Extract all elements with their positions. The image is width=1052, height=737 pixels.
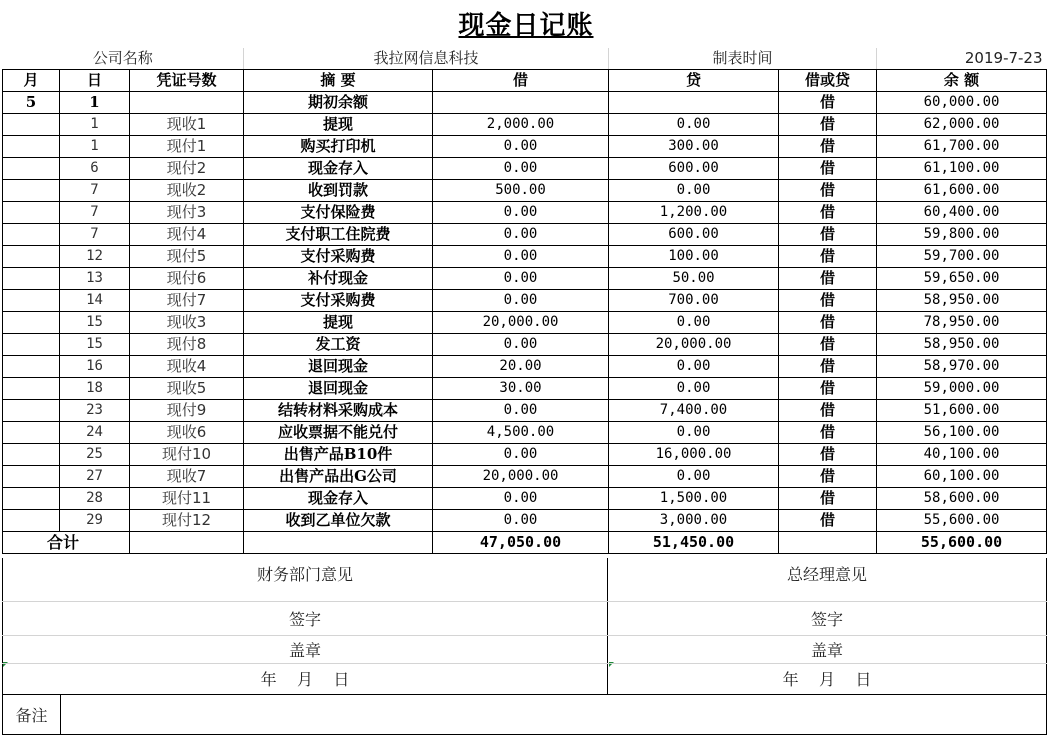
entry-voucher: 现付7 xyxy=(130,290,244,312)
header-row xyxy=(3,70,1047,92)
entry-balance: 59,000.00 xyxy=(877,378,1047,400)
entry-credit: 0.00 xyxy=(609,466,779,488)
entry-month xyxy=(3,334,60,356)
entry-balance: 51,600.00 xyxy=(877,400,1047,422)
entry-debit: 20,000.00 xyxy=(433,312,609,334)
table-row xyxy=(3,378,1047,400)
entry-day: 12 xyxy=(60,246,130,268)
entry-summary: 现金存入 xyxy=(244,158,433,180)
entry-month xyxy=(3,246,60,268)
entry-voucher: 现收3 xyxy=(130,312,244,334)
total-credit: 51,450.00 xyxy=(609,532,779,554)
entry-debit: 0.00 xyxy=(433,334,609,356)
entry-day: 6 xyxy=(60,158,130,180)
entry-credit: 700.00 xyxy=(609,290,779,312)
finance-sign-label: 签字 xyxy=(3,601,608,635)
total-balance: 55,600.00 xyxy=(877,532,1047,554)
entry-dc: 借 xyxy=(779,334,877,356)
entry-summary: 结转材料采购成本 xyxy=(244,400,433,422)
entry-debit: 30.00 xyxy=(433,378,609,400)
info-row xyxy=(3,48,1047,70)
entry-dc: 借 xyxy=(779,356,877,378)
entry-credit: 300.00 xyxy=(609,136,779,158)
entry-dc: 借 xyxy=(779,466,877,488)
entry-summary: 提现 xyxy=(244,114,433,136)
entry-voucher: 现收2 xyxy=(130,180,244,202)
entry-day: 23 xyxy=(60,400,130,422)
entry-credit: 7,400.00 xyxy=(609,400,779,422)
entry-balance: 60,100.00 xyxy=(877,466,1047,488)
entry-debit: 20.00 xyxy=(433,356,609,378)
entry-voucher: 现付10 xyxy=(130,444,244,466)
entry-dc: 借 xyxy=(779,488,877,510)
table-row xyxy=(3,510,1047,532)
gm-sign-label: 签字 xyxy=(608,601,1047,635)
entry-day: 7 xyxy=(60,180,130,202)
entry-day: 28 xyxy=(60,488,130,510)
entry-summary: 退回现金 xyxy=(244,378,433,400)
entry-balance: 61,100.00 xyxy=(877,158,1047,180)
entry-credit: 20,000.00 xyxy=(609,334,779,356)
entry-debit: 2,000.00 xyxy=(433,114,609,136)
company-value: 我拉网信息科技 xyxy=(244,48,609,70)
entry-month xyxy=(3,488,60,510)
header-credit: 贷 xyxy=(609,70,779,92)
entry-balance: 58,970.00 xyxy=(877,356,1047,378)
entry-voucher: 现付9 xyxy=(130,400,244,422)
opening-row xyxy=(3,92,1047,114)
entry-credit: 0.00 xyxy=(609,312,779,334)
entry-month xyxy=(3,466,60,488)
entry-debit: 4,500.00 xyxy=(433,422,609,444)
entry-voucher: 现付8 xyxy=(130,334,244,356)
entry-day: 18 xyxy=(60,378,130,400)
remarks-label: 备注 xyxy=(3,694,61,734)
entry-month xyxy=(3,268,60,290)
entry-credit: 1,200.00 xyxy=(609,202,779,224)
entry-credit: 0.00 xyxy=(609,114,779,136)
company-label: 公司名称 xyxy=(3,48,244,70)
ledger-table xyxy=(2,48,1047,554)
entry-summary: 支付职工住院费 xyxy=(244,224,433,246)
entry-balance: 61,700.00 xyxy=(877,136,1047,158)
entry-voucher: 现付4 xyxy=(130,224,244,246)
entry-debit: 0.00 xyxy=(433,400,609,422)
entry-dc: 借 xyxy=(779,114,877,136)
table-row xyxy=(3,400,1047,422)
entry-dc: 借 xyxy=(779,290,877,312)
entry-balance: 60,400.00 xyxy=(877,202,1047,224)
entry-credit: 3,000.00 xyxy=(609,510,779,532)
entry-voucher: 现付5 xyxy=(130,246,244,268)
entry-credit: 1,500.00 xyxy=(609,488,779,510)
opening-balance: 60,000.00 xyxy=(877,92,1047,114)
entry-dc: 借 xyxy=(779,422,877,444)
entry-day: 27 xyxy=(60,466,130,488)
entry-credit: 0.00 xyxy=(609,378,779,400)
entry-balance: 58,600.00 xyxy=(877,488,1047,510)
gm-stamp-label: 盖章 xyxy=(608,635,1047,663)
date-value: 2019-7-23 xyxy=(877,48,1047,70)
entry-day: 13 xyxy=(60,268,130,290)
table-row xyxy=(3,334,1047,356)
finance-opinion-label: 财务部门意见 xyxy=(3,558,608,601)
table-row xyxy=(3,180,1047,202)
entry-credit: 0.00 xyxy=(609,356,779,378)
entry-balance: 58,950.00 xyxy=(877,290,1047,312)
entry-balance: 59,700.00 xyxy=(877,246,1047,268)
entry-debit: 0.00 xyxy=(433,224,609,246)
table-row xyxy=(3,422,1047,444)
opening-dc: 借 xyxy=(779,92,877,114)
finance-date-label: 年 月 日 xyxy=(3,663,608,694)
entry-month xyxy=(3,510,60,532)
header-debit-or-credit: 借或贷 xyxy=(779,70,877,92)
total-voucher xyxy=(130,532,244,554)
opening-credit xyxy=(609,92,779,114)
entry-balance: 40,100.00 xyxy=(877,444,1047,466)
entry-summary: 支付采购费 xyxy=(244,246,433,268)
entry-voucher: 现付2 xyxy=(130,158,244,180)
entry-credit: 600.00 xyxy=(609,224,779,246)
entry-dc: 借 xyxy=(779,224,877,246)
gm-opinion-label: 总经理意见 xyxy=(608,558,1047,601)
entry-credit: 50.00 xyxy=(609,268,779,290)
entry-dc: 借 xyxy=(779,444,877,466)
table-row xyxy=(3,268,1047,290)
entry-debit: 0.00 xyxy=(433,158,609,180)
entry-summary: 支付采购费 xyxy=(244,290,433,312)
table-row xyxy=(3,246,1047,268)
entry-month xyxy=(3,400,60,422)
entry-voucher: 现收6 xyxy=(130,422,244,444)
entry-summary: 收到乙单位欠款 xyxy=(244,510,433,532)
entry-dc: 借 xyxy=(779,312,877,334)
entry-balance: 61,600.00 xyxy=(877,180,1047,202)
entry-dc: 借 xyxy=(779,158,877,180)
entry-debit: 0.00 xyxy=(433,290,609,312)
entry-day: 16 xyxy=(60,356,130,378)
entry-month xyxy=(3,114,60,136)
entry-summary: 应收票据不能兑付 xyxy=(244,422,433,444)
entry-voucher: 现付3 xyxy=(130,202,244,224)
table-row xyxy=(3,290,1047,312)
entry-summary: 现金存入 xyxy=(244,488,433,510)
entry-voucher: 现收5 xyxy=(130,378,244,400)
entry-day: 24 xyxy=(60,422,130,444)
page-title: 现金日记账 xyxy=(458,10,594,41)
entry-credit: 100.00 xyxy=(609,246,779,268)
table-row xyxy=(3,312,1047,334)
entry-month xyxy=(3,202,60,224)
table-row xyxy=(3,444,1047,466)
table-row xyxy=(3,356,1047,378)
entry-month xyxy=(3,158,60,180)
entry-dc: 借 xyxy=(779,400,877,422)
entry-summary: 发工资 xyxy=(244,334,433,356)
entry-month xyxy=(3,224,60,246)
table-row xyxy=(3,224,1047,246)
entry-balance: 55,600.00 xyxy=(877,510,1047,532)
entry-month xyxy=(3,312,60,334)
opening-voucher xyxy=(130,92,244,114)
entry-debit: 0.00 xyxy=(433,202,609,224)
entry-voucher: 现收7 xyxy=(130,466,244,488)
entry-credit: 600.00 xyxy=(609,158,779,180)
entry-debit: 0.00 xyxy=(433,444,609,466)
entry-summary: 出售产品出G公司 xyxy=(244,466,433,488)
entry-dc: 借 xyxy=(779,202,877,224)
entry-summary: 出售产品B10件 xyxy=(244,444,433,466)
entry-credit: 16,000.00 xyxy=(609,444,779,466)
total-summary xyxy=(244,532,433,554)
table-row xyxy=(3,488,1047,510)
header-month: 月 xyxy=(3,70,60,92)
finance-stamp-label: 盖章 xyxy=(3,635,608,663)
entry-month xyxy=(3,356,60,378)
table-row xyxy=(3,202,1047,224)
entry-month xyxy=(3,444,60,466)
entry-voucher: 现付6 xyxy=(130,268,244,290)
entry-debit: 0.00 xyxy=(433,136,609,158)
table-row xyxy=(3,466,1047,488)
opening-summary: 期初余额 xyxy=(244,92,433,114)
entry-debit: 500.00 xyxy=(433,180,609,202)
entry-debit: 0.00 xyxy=(433,268,609,290)
entry-summary: 收到罚款 xyxy=(244,180,433,202)
entry-credit: 0.00 xyxy=(609,180,779,202)
entry-day: 25 xyxy=(60,444,130,466)
entry-balance: 59,650.00 xyxy=(877,268,1047,290)
entry-balance: 56,100.00 xyxy=(877,422,1047,444)
entry-voucher: 现付11 xyxy=(130,488,244,510)
header-summary: 摘 要 xyxy=(244,70,433,92)
entry-month xyxy=(3,290,60,312)
opening-month: 5 xyxy=(3,92,60,114)
approval-section xyxy=(2,558,1047,735)
opening-day: 1 xyxy=(60,92,130,114)
entry-day: 15 xyxy=(60,334,130,356)
entry-day: 15 xyxy=(60,312,130,334)
entry-summary: 退回现金 xyxy=(244,356,433,378)
entry-month xyxy=(3,180,60,202)
entry-balance: 58,950.00 xyxy=(877,334,1047,356)
entry-summary: 补付现金 xyxy=(244,268,433,290)
table-row xyxy=(3,158,1047,180)
entry-credit: 0.00 xyxy=(609,422,779,444)
entry-debit: 0.00 xyxy=(433,488,609,510)
entry-day: 1 xyxy=(60,114,130,136)
total-dc xyxy=(779,532,877,554)
entry-summary: 支付保险费 xyxy=(244,202,433,224)
entry-dc: 借 xyxy=(779,136,877,158)
entry-summary: 购买打印机 xyxy=(244,136,433,158)
header-debit: 借 xyxy=(433,70,609,92)
entry-dc: 借 xyxy=(779,268,877,290)
total-row xyxy=(3,532,1047,554)
entry-balance: 62,000.00 xyxy=(877,114,1047,136)
opening-debit xyxy=(433,92,609,114)
entry-day: 7 xyxy=(60,202,130,224)
entry-debit: 0.00 xyxy=(433,246,609,268)
entry-debit: 20,000.00 xyxy=(433,466,609,488)
entry-debit: 0.00 xyxy=(433,510,609,532)
entry-balance: 59,800.00 xyxy=(877,224,1047,246)
table-row xyxy=(3,136,1047,158)
entry-month xyxy=(3,378,60,400)
entry-day: 1 xyxy=(60,136,130,158)
header-voucher: 凭证号数 xyxy=(130,70,244,92)
entry-day: 7 xyxy=(60,224,130,246)
total-label: 合计 xyxy=(3,532,130,554)
date-label: 制表时间 xyxy=(609,48,877,70)
entry-summary: 提现 xyxy=(244,312,433,334)
entry-voucher: 现收4 xyxy=(130,356,244,378)
total-debit: 47,050.00 xyxy=(433,532,609,554)
remarks-field[interactable] xyxy=(61,694,1047,734)
entry-voucher: 现付12 xyxy=(130,510,244,532)
table-row xyxy=(3,114,1047,136)
entry-dc: 借 xyxy=(779,378,877,400)
entry-month xyxy=(3,136,60,158)
gm-date-label: 年 月 日 xyxy=(608,663,1047,694)
entry-day: 14 xyxy=(60,290,130,312)
entry-dc: 借 xyxy=(779,510,877,532)
entry-dc: 借 xyxy=(779,246,877,268)
entry-dc: 借 xyxy=(779,180,877,202)
header-balance: 余 额 xyxy=(877,70,1047,92)
entry-voucher: 现付1 xyxy=(130,136,244,158)
entry-voucher: 现收1 xyxy=(130,114,244,136)
entry-month xyxy=(3,422,60,444)
header-day: 日 xyxy=(60,70,130,92)
entry-balance: 78,950.00 xyxy=(877,312,1047,334)
entry-day: 29 xyxy=(60,510,130,532)
